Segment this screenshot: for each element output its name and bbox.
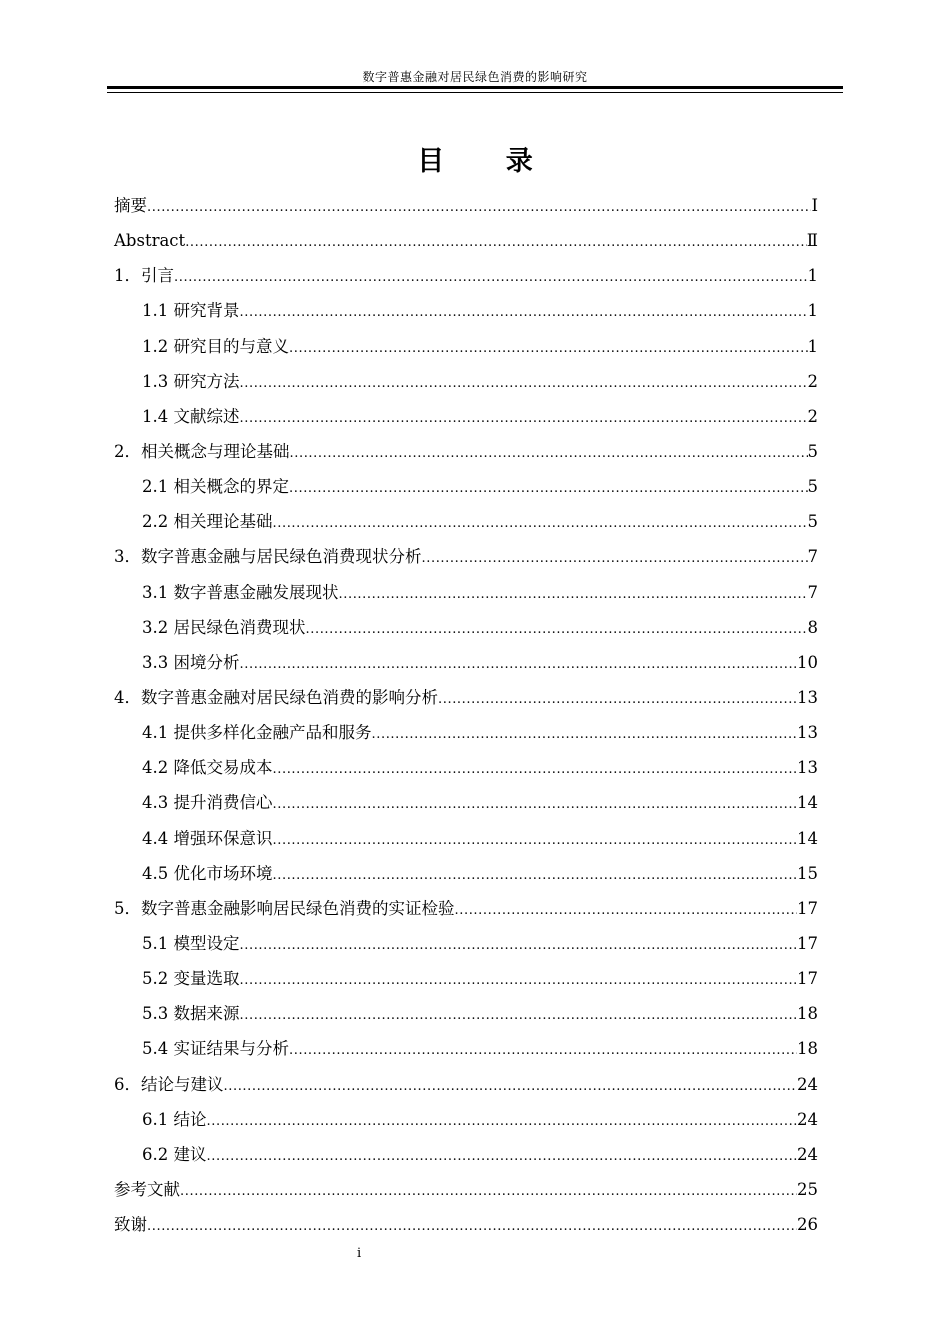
toc-entry-label: 5．数字普惠金融影响居民绿色消费的实证检验 (114, 898, 455, 918)
toc-entry-page: 13 (797, 723, 818, 743)
toc-entry[interactable] (114, 715, 818, 750)
toc-entry-page: 2 (807, 406, 818, 426)
toc-dot-leader (438, 682, 797, 717)
toc-entry[interactable] (114, 926, 818, 961)
toc-entry[interactable] (114, 575, 818, 610)
toc-entry-label: 1.3 研究方法 (142, 371, 240, 391)
toc-entry-label: 1.2 研究目的与意义 (142, 336, 289, 356)
toc-title: 目 录 (417, 146, 559, 178)
toc-entry-label: 2.1 相关概念的界定 (142, 477, 289, 497)
toc-entry-page: 1 (807, 301, 818, 321)
toc-entry-page: 8 (807, 617, 818, 637)
toc-entry[interactable] (114, 645, 818, 680)
toc-entry-page: 5 (807, 477, 818, 497)
toc-dot-leader (289, 1033, 797, 1068)
toc-entry-page: 1 (807, 336, 818, 356)
toc-entry[interactable] (114, 750, 818, 785)
toc-entry-page: 13 (797, 758, 818, 778)
toc-dot-leader (185, 225, 807, 260)
toc-entry-label: 4.1 提供多样化金融产品和服务 (142, 723, 372, 743)
toc-entry-page: 24 (797, 1074, 818, 1094)
toc-dot-leader (240, 647, 798, 682)
toc-entry-label: 3．数字普惠金融与居民绿色消费现状分析 (114, 547, 422, 567)
toc-dot-leader (273, 787, 798, 822)
toc-entry-label: 5.3 数据来源 (142, 1004, 240, 1024)
toc-dot-leader (273, 858, 798, 893)
toc-entry[interactable] (114, 329, 818, 364)
toc-entry-label: 1．引言 (114, 266, 174, 286)
toc-entry[interactable] (114, 258, 818, 293)
toc-dot-leader (147, 190, 811, 225)
page-number: i (357, 1246, 362, 1261)
toc-entry-label: 4.3 提升消费信心 (142, 793, 273, 813)
toc-entry-label: 5.4 实证结果与分析 (142, 1039, 289, 1059)
header-rule (107, 86, 843, 93)
toc-entry[interactable] (114, 539, 818, 574)
toc-entry[interactable] (114, 1172, 818, 1207)
toc-entry-page: 2 (807, 371, 818, 391)
toc-entry-page: 17 (797, 969, 818, 989)
toc-entry[interactable] (114, 996, 818, 1031)
toc-entry-page: 15 (797, 863, 818, 883)
toc-entry-page: 25 (797, 1179, 818, 1199)
toc-entry-label: 4.4 增强环保意识 (142, 828, 273, 848)
toc-dot-leader (240, 401, 808, 436)
toc-dot-leader (224, 1069, 798, 1104)
toc-dot-leader (273, 752, 798, 787)
toc-entry[interactable] (114, 399, 818, 434)
toc-entry[interactable] (114, 434, 818, 469)
toc-entry-page: 17 (797, 933, 818, 953)
toc-entry-label: 3.2 居民绿色消费现状 (142, 617, 306, 637)
toc-entry-label: 4.2 降低交易成本 (142, 758, 273, 778)
toc-entry-page: 17 (797, 898, 818, 918)
toc-entry-label: 3.3 困境分析 (142, 652, 240, 672)
toc-entry-label: 5.2 变量选取 (142, 969, 240, 989)
toc-dot-leader (372, 717, 798, 752)
toc-entry[interactable] (114, 469, 818, 504)
toc-dot-leader (339, 577, 808, 612)
toc-entry-page: 18 (797, 1004, 818, 1024)
toc-entry-page: 1 (807, 266, 818, 286)
toc-entry-page: 10 (797, 652, 818, 672)
toc-dot-leader (289, 471, 808, 506)
toc-entry-page: 7 (807, 582, 818, 602)
toc-entry[interactable] (114, 188, 818, 223)
toc-entry-label: 2．相关概念与理论基础 (114, 441, 290, 461)
toc-dot-leader (240, 295, 808, 330)
toc-entry[interactable] (114, 1031, 818, 1066)
toc-entry[interactable] (114, 1102, 818, 1137)
toc-entry-label: 1.4 文献综述 (142, 406, 240, 426)
toc-list (114, 188, 818, 1242)
toc-dot-leader (290, 436, 808, 471)
toc-entry-label: 1.1 研究背景 (142, 301, 240, 321)
toc-dot-leader (207, 1139, 798, 1174)
toc-dot-leader (147, 1209, 797, 1244)
toc-entry-page: 14 (797, 828, 818, 848)
toc-entry-page: 18 (797, 1039, 818, 1059)
toc-entry[interactable] (114, 610, 818, 645)
toc-dot-leader (174, 260, 808, 295)
toc-entry[interactable] (114, 785, 818, 820)
toc-entry-label: 2.2 相关理论基础 (142, 512, 273, 532)
toc-entry-page: Ⅱ (806, 231, 818, 251)
toc-entry-label: 6．结论与建议 (114, 1074, 224, 1094)
toc-entry[interactable] (114, 364, 818, 399)
toc-dot-leader (180, 1174, 797, 1209)
toc-entry-label: 5.1 模型设定 (142, 933, 240, 953)
toc-entry[interactable] (114, 961, 818, 996)
toc-entry-label: 6.2 建议 (142, 1144, 207, 1164)
toc-entry-page: 7 (807, 547, 818, 567)
toc-dot-leader (455, 893, 798, 928)
toc-entry[interactable] (114, 1067, 818, 1102)
toc-entry-page: 24 (797, 1144, 818, 1164)
toc-entry[interactable] (114, 891, 818, 926)
toc-entry[interactable] (114, 821, 818, 856)
toc-entry-label: 6.1 结论 (142, 1109, 207, 1129)
toc-entry-label: 4.5 优化市场环境 (142, 863, 273, 883)
toc-dot-leader (273, 506, 808, 541)
toc-entry[interactable] (114, 504, 818, 539)
toc-entry-page: 24 (797, 1109, 818, 1129)
toc-entry[interactable] (114, 1137, 818, 1172)
toc-entry-label: 3.1 数字普惠金融发展现状 (142, 582, 339, 602)
toc-entry[interactable] (114, 856, 818, 891)
toc-entry-page: Ⅰ (811, 196, 818, 215)
toc-dot-leader (273, 823, 798, 858)
toc-entry[interactable] (114, 223, 818, 258)
toc-entry-page: 13 (797, 687, 818, 707)
toc-dot-leader (306, 612, 808, 647)
toc-dot-leader (422, 541, 808, 576)
toc-entry[interactable] (114, 293, 818, 328)
toc-entry-label: 参考文献 (114, 1179, 180, 1199)
toc-entry-label: 4．数字普惠金融对居民绿色消费的影响分析 (114, 687, 438, 707)
toc-entry-page: 5 (807, 441, 818, 461)
toc-dot-leader (240, 366, 808, 401)
toc-entry[interactable] (114, 1207, 818, 1242)
toc-dot-leader (240, 928, 798, 963)
running-header: 数字普惠金融对居民绿色消费的影响研究 (362, 70, 588, 84)
toc-dot-leader (240, 998, 798, 1033)
toc-dot-leader (240, 963, 798, 998)
toc-entry[interactable] (114, 680, 818, 715)
toc-entry-page: 5 (807, 512, 818, 532)
toc-dot-leader (289, 331, 808, 366)
toc-entry-label: Abstract (114, 231, 186, 251)
toc-entry-page: 26 (797, 1215, 818, 1235)
toc-dot-leader (207, 1104, 798, 1139)
toc-entry-label: 致谢 (114, 1215, 147, 1235)
toc-entry-label: 摘要 (114, 196, 147, 215)
toc-entry-page: 14 (797, 793, 818, 813)
